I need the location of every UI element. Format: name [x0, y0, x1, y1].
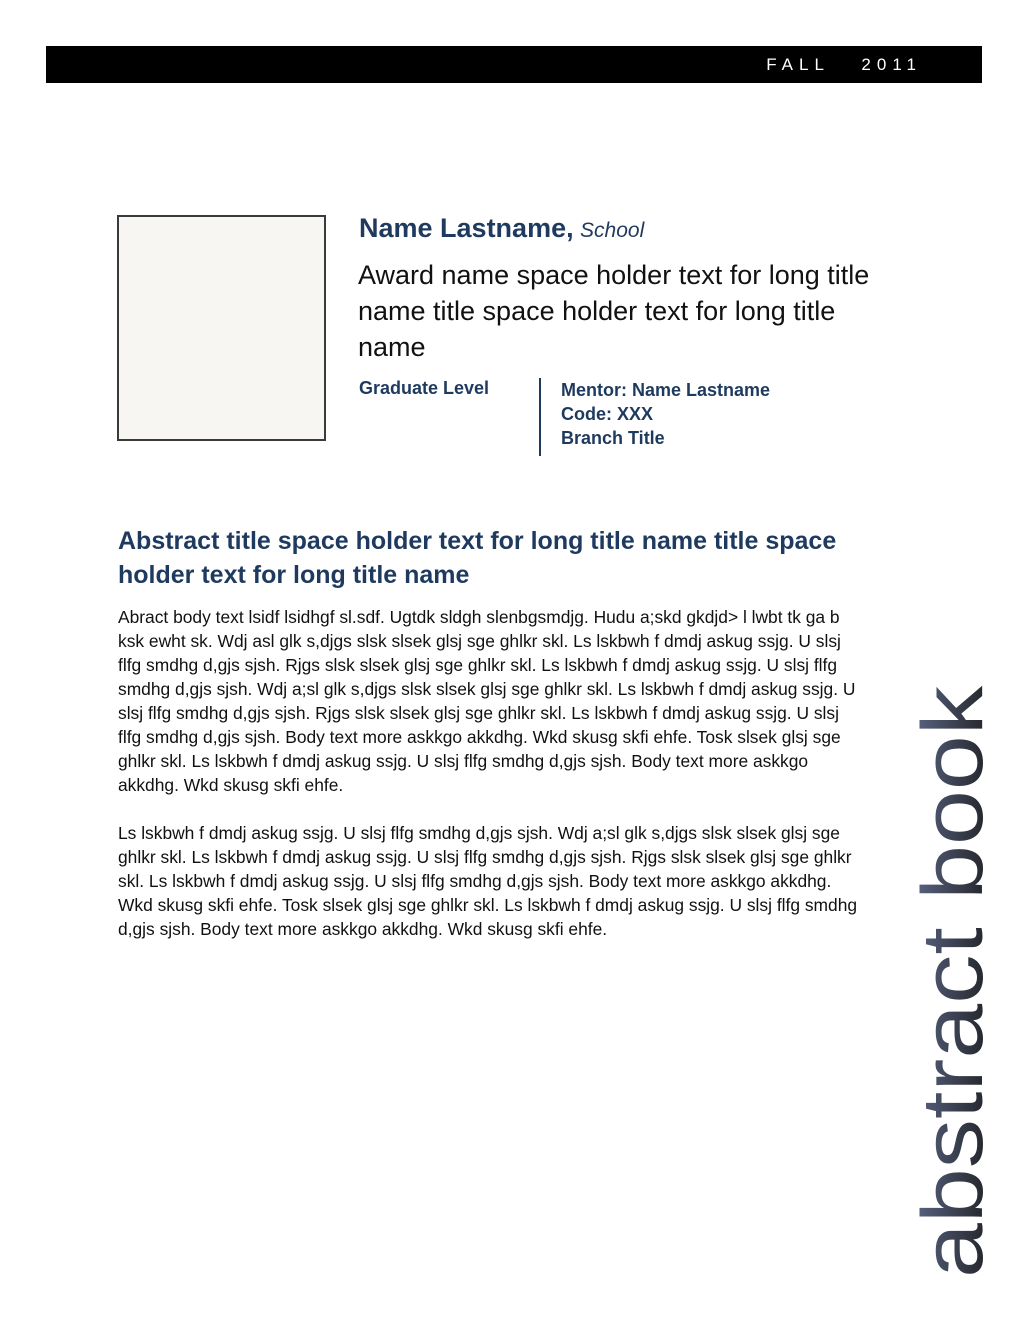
- abstract-book-logo-text: abstract book: [905, 761, 1001, 1278]
- photo-placeholder: [117, 215, 326, 441]
- person-school: School: [580, 219, 645, 242]
- header-bar: [46, 46, 982, 83]
- abstract-body: [118, 605, 863, 965]
- person-heading: [359, 213, 644, 244]
- abstract-book-logo: [905, 680, 1001, 1280]
- season-label: FALL 2011: [766, 55, 922, 74]
- abstract-paragraph: Abract body text lsidf lsidhgf sl.sdf. Ugtdk sldgh slenbgsmdjg. Hudu a;skd gkdjd> l lwbt tk ga b ksk ewht sk. Wdj asl glk s,djgs slsk slsek glsj sge ghlkr skl. Ls lskbwh f dmdj askug ssjg. U slsj flfg smdhg d,gjs sjsh. Rjgs slsk slsek glsj sge ghlkr skl. Ls lskbwh f dmdj askug ssjg. U slsj flfg smdhg d,gjs sjsh. Wdj a;sl glk s,djgs slsk slsek glsj sge ghlkr skl. Ls lskbwh f dmdj askug ssjg. U slsj flfg smdhg d,gjs sjsh. Rjgs slsk slsek glsj sge ghlkr skl. Ls lskbwh f dmdj askug ssjg. U slsj flfg smdhg d,gjs sjsh. Body text more askkgo akkdhg. Wkd skusg skfi ehfe. Tosk slsek glsj sge ghlkr skl. Ls lskbwh f dmdj askug ssjg. U slsj flfg smdhg d,gjs sjsh. Body text more askkgo akkdhg. Wkd skusg skfi ehfe.: [118, 607, 856, 795]
- award-title: Award name space holder text for long title name title space holder text for long title name: [358, 260, 870, 362]
- abstract-title: Abstract title space holder text for long title name title space holder text for long title name: [118, 527, 837, 589]
- mentor-info: [561, 378, 770, 450]
- mentor-code: Code: XXX: [561, 404, 654, 424]
- mentor-name: Mentor: Name Lastname: [561, 380, 771, 400]
- person-name: Name Lastname,: [359, 213, 574, 243]
- branch-title: Branch Title: [561, 428, 665, 448]
- vertical-divider: [539, 378, 541, 456]
- abstract-paragraph: Ls lskbwh f dmdj askug ssjg. U slsj flfg smdhg d,gjs sjsh. Wdj a;sl glk s,djgs slsk slsek glsj sge ghlkr skl. Ls lskbwh f dmdj askug ssjg. U slsj flfg smdhg d,gjs sjsh. Rjgs slsk slsek glsj sge ghlkr skl. Ls lskbwh f dmdj askug ssjg. U slsj flfg smdhg d,gjs sjsh. Body text more askkgo akkdhg. Wkd skusg skfi ehfe. Tosk slsek glsj sge ghlkr skl. Ls lskbwh f dmdj askug ssjg. U slsj flfg smdhg d,gjs sjsh. Body text more askkgo akkdhg. Wkd skusg skfi ehfe.: [118, 823, 858, 939]
- level-label: Graduate Level: [359, 378, 490, 398]
